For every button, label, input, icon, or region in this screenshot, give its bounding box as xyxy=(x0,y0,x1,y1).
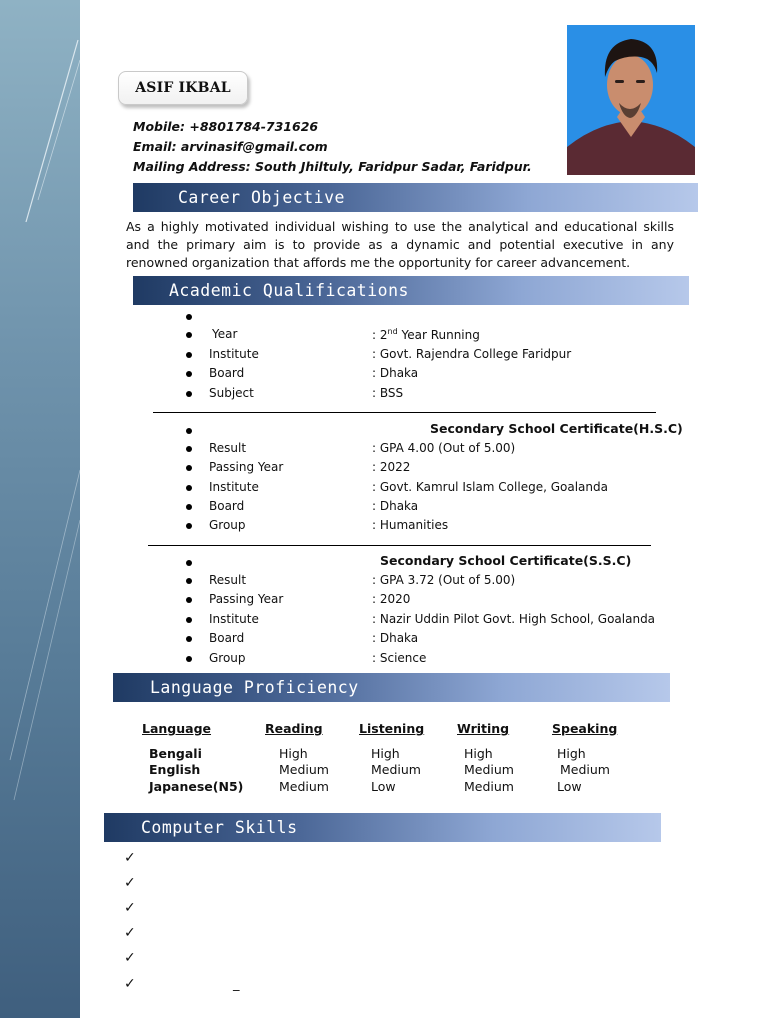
field-value: : Govt. Rajendra College Faridpur xyxy=(372,347,572,361)
list-item xyxy=(0,460,768,476)
list-item xyxy=(0,421,768,437)
bullet xyxy=(186,617,192,623)
check-icon: ✓ xyxy=(124,900,136,916)
ssc-title: Secondary School Certificate(S.S.C) xyxy=(380,553,632,568)
field-label: Institute xyxy=(209,347,259,361)
check-icon: ✓ xyxy=(124,925,136,941)
field-value: : Dhaka xyxy=(372,366,419,380)
hsc-title: Secondary School Certificate(H.S.C) xyxy=(430,421,683,436)
table-cell: Medium xyxy=(464,762,514,777)
field-value: : 2nd Year Running xyxy=(372,327,480,342)
field-value: : Dhaka xyxy=(372,499,419,513)
list-item xyxy=(0,518,768,534)
field-label: Group xyxy=(209,518,246,532)
list-item xyxy=(0,480,768,496)
field-label: Board xyxy=(209,631,245,645)
bullet xyxy=(186,352,192,358)
field-value: : Humanities xyxy=(372,518,449,532)
field-label: Board xyxy=(209,366,245,380)
name-title: ASIF IKBAL xyxy=(118,71,248,105)
field-value: : 2022 xyxy=(372,460,411,474)
check-icon: ✓ xyxy=(124,875,136,891)
table-cell: Medium xyxy=(279,779,329,794)
table-header: Writing xyxy=(457,721,510,736)
table-cell: High xyxy=(371,746,400,761)
list-item xyxy=(0,347,768,363)
section-academic-qualifications: Academic Qualifications xyxy=(133,276,689,305)
table-cell: High xyxy=(557,746,586,761)
section-language-proficiency: Language Proficiency xyxy=(113,673,670,702)
address-text: Mailing Address: South Jhiltuly, Faridpur Sadar, Faridpur. xyxy=(133,159,532,174)
bullet xyxy=(186,446,192,452)
list-item xyxy=(0,631,768,647)
bullet xyxy=(186,560,192,566)
table-cell: Medium xyxy=(560,762,610,777)
divider xyxy=(153,412,656,413)
list-item xyxy=(0,499,768,515)
list-item xyxy=(0,386,768,402)
field-value: : Nazir Uddin Pilot Govt. High School, Goalanda xyxy=(372,612,656,626)
table-cell: Bengali xyxy=(149,746,202,761)
table-cell: Japanese(N5) xyxy=(149,779,244,794)
field-value: : GPA 4.00 (Out of 5.00) xyxy=(372,441,516,455)
field-label: Passing Year xyxy=(209,592,284,606)
field-value: : BSS xyxy=(372,386,404,400)
mobile-text: Mobile: +8801784-731626 xyxy=(133,119,319,134)
field-value: : Science xyxy=(372,651,427,665)
table-cell: English xyxy=(149,762,201,777)
section-career-objective: Career Objective xyxy=(133,183,698,212)
list-item xyxy=(0,366,768,382)
list-item xyxy=(0,592,768,608)
field-label: Institute xyxy=(209,612,259,626)
table-header: Listening xyxy=(359,721,425,736)
bullet xyxy=(186,523,192,529)
bullet xyxy=(186,504,192,510)
divider xyxy=(148,545,651,546)
field-label: Subject xyxy=(209,386,254,400)
field-label: Result xyxy=(209,441,247,455)
table-cell: High xyxy=(279,746,308,761)
bullet xyxy=(186,428,192,434)
field-label: Board xyxy=(209,499,245,513)
objective-text: As a highly motivated individual wishing to use the analytical and educational skills and the primary aim is to provide as a dynamic and potential executive in any renowned organization that affords me the opportunity for career advancement. xyxy=(126,219,674,270)
profile-photo xyxy=(567,25,695,175)
bullet xyxy=(186,485,192,491)
bullet xyxy=(186,465,192,471)
check-icon: ✓ xyxy=(124,850,136,866)
list-item xyxy=(0,612,768,628)
field-label: Result xyxy=(209,573,247,587)
bullet xyxy=(186,371,192,377)
field-label: Year xyxy=(212,327,238,341)
table-header: Reading xyxy=(265,721,323,736)
bullet xyxy=(186,597,192,603)
field-label: Group xyxy=(209,651,246,665)
check-icon: ✓ xyxy=(124,976,136,992)
field-label: Passing Year xyxy=(209,460,284,474)
table-header: Speaking xyxy=(552,721,618,736)
table-cell: Low xyxy=(557,779,582,794)
bullet xyxy=(186,636,192,642)
email-text: Email: arvinasif@gmail.com xyxy=(133,139,328,154)
bullet xyxy=(186,656,192,662)
bullet xyxy=(186,391,192,397)
check-icon: ✓ xyxy=(124,950,136,966)
list-item xyxy=(0,307,768,323)
table-cell: Low xyxy=(371,779,396,794)
list-item xyxy=(0,573,768,589)
field-value: : GPA 3.72 (Out of 5.00) xyxy=(372,573,516,587)
table-cell: Medium xyxy=(464,779,514,794)
section-computer-skills: Computer Skills xyxy=(104,813,661,842)
bullet xyxy=(186,578,192,584)
list-item xyxy=(0,553,768,569)
field-value: : 2020 xyxy=(372,592,411,606)
bullet xyxy=(186,314,192,320)
list-item xyxy=(0,327,768,343)
table-cell: High xyxy=(464,746,493,761)
field-label: Institute xyxy=(209,480,259,494)
list-item xyxy=(0,441,768,457)
field-value: : Govt. Kamrul Islam College, Goalanda xyxy=(372,480,608,494)
table-cell: Medium xyxy=(371,762,421,777)
table-header: Language xyxy=(142,721,212,736)
bullet xyxy=(186,332,192,338)
skill-dash: _ xyxy=(233,977,240,992)
field-value: : Dhaka xyxy=(372,631,419,645)
list-item xyxy=(0,651,768,667)
table-cell: Medium xyxy=(279,762,329,777)
